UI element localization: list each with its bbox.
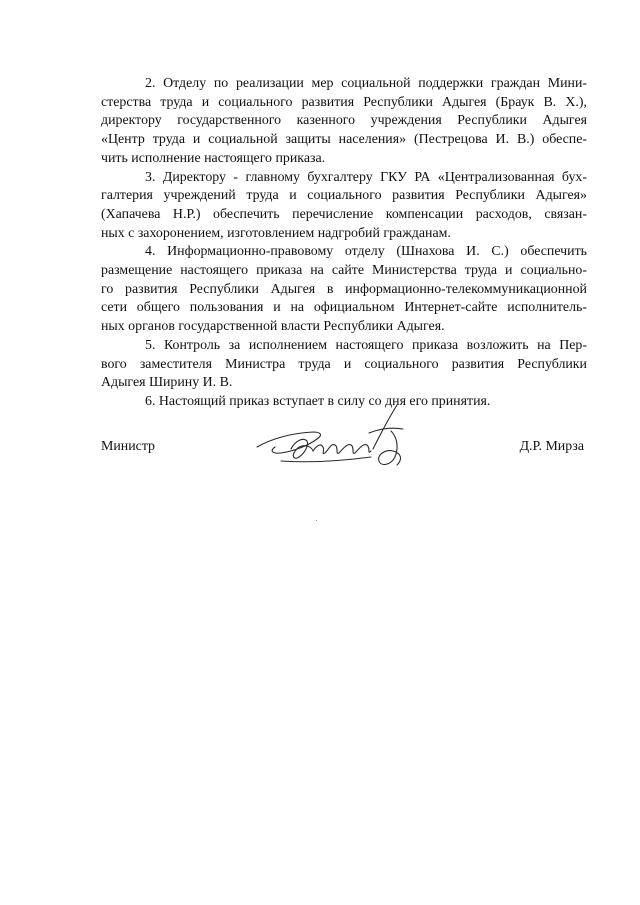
text-line: «Центр труда и социальной защиты населения» (Пестрецова И. В.) обеспе- — [101, 132, 587, 148]
text-line: Адыгея Ширину И. В. — [101, 375, 233, 391]
paragraph-2 — [101, 75, 587, 169]
text-line: размещение настоящего приказа на сайте Министерства труда и социально- — [101, 263, 587, 279]
text-line: 3. Директору - главному бухгалтеру ГКУ РА «Централизованная бух- — [145, 169, 587, 185]
handwritten-signature-icon — [251, 399, 431, 479]
text-line: ных с захоронением, изготовлением надгробий гражданам. — [101, 225, 451, 241]
text-line: стерства труда и социального развития Республики Адыгея (Браук В. Х.), — [101, 94, 587, 110]
text-line: чить исполнение настоящего приказа. — [101, 150, 326, 166]
signatory-name: Д.Р. Мирза — [519, 439, 584, 454]
text-line: 2. Отделу по реализации мер социальной поддержки граждан Мини- — [145, 76, 587, 91]
paragraph-4 — [101, 243, 587, 337]
text-line: директору государственного казенного учреждения Республики Адыгея — [101, 113, 587, 129]
text-line: го развития Республики Адыгея в информационно-телекоммуникационной — [101, 281, 587, 297]
text-line: галтерия учреждений труда и социального развития Республики Адыгея» — [101, 188, 587, 204]
text-line: (Хапачева Н.Р.) обеспечить перечисление компенсации расходов, связан- — [101, 206, 587, 222]
scan-speck — [316, 520, 317, 521]
text-line: вого заместителя Министра труда и социального развития Республики — [101, 356, 587, 372]
text-line: 5. Контроль за исполнением настоящего приказа возложить на Пер- — [145, 337, 587, 353]
text-line: ных органов государственной власти Республики Адыгея. — [101, 319, 445, 335]
paragraph-5 — [101, 337, 587, 393]
paragraph-3 — [101, 169, 587, 244]
text-line: 4. Информационно-правовому отделу (Шнахова И. С.) обеспечить — [145, 244, 587, 260]
signatory-title: Министр — [101, 439, 156, 454]
document-body — [101, 75, 587, 412]
text-line: сети общего пользования и на официальном Интернет-сайте исполнитель- — [101, 300, 587, 316]
signature-block — [101, 399, 587, 479]
text-line: 6. Настоящий приказ вступает в силу со дня его принятия. — [145, 393, 491, 409]
